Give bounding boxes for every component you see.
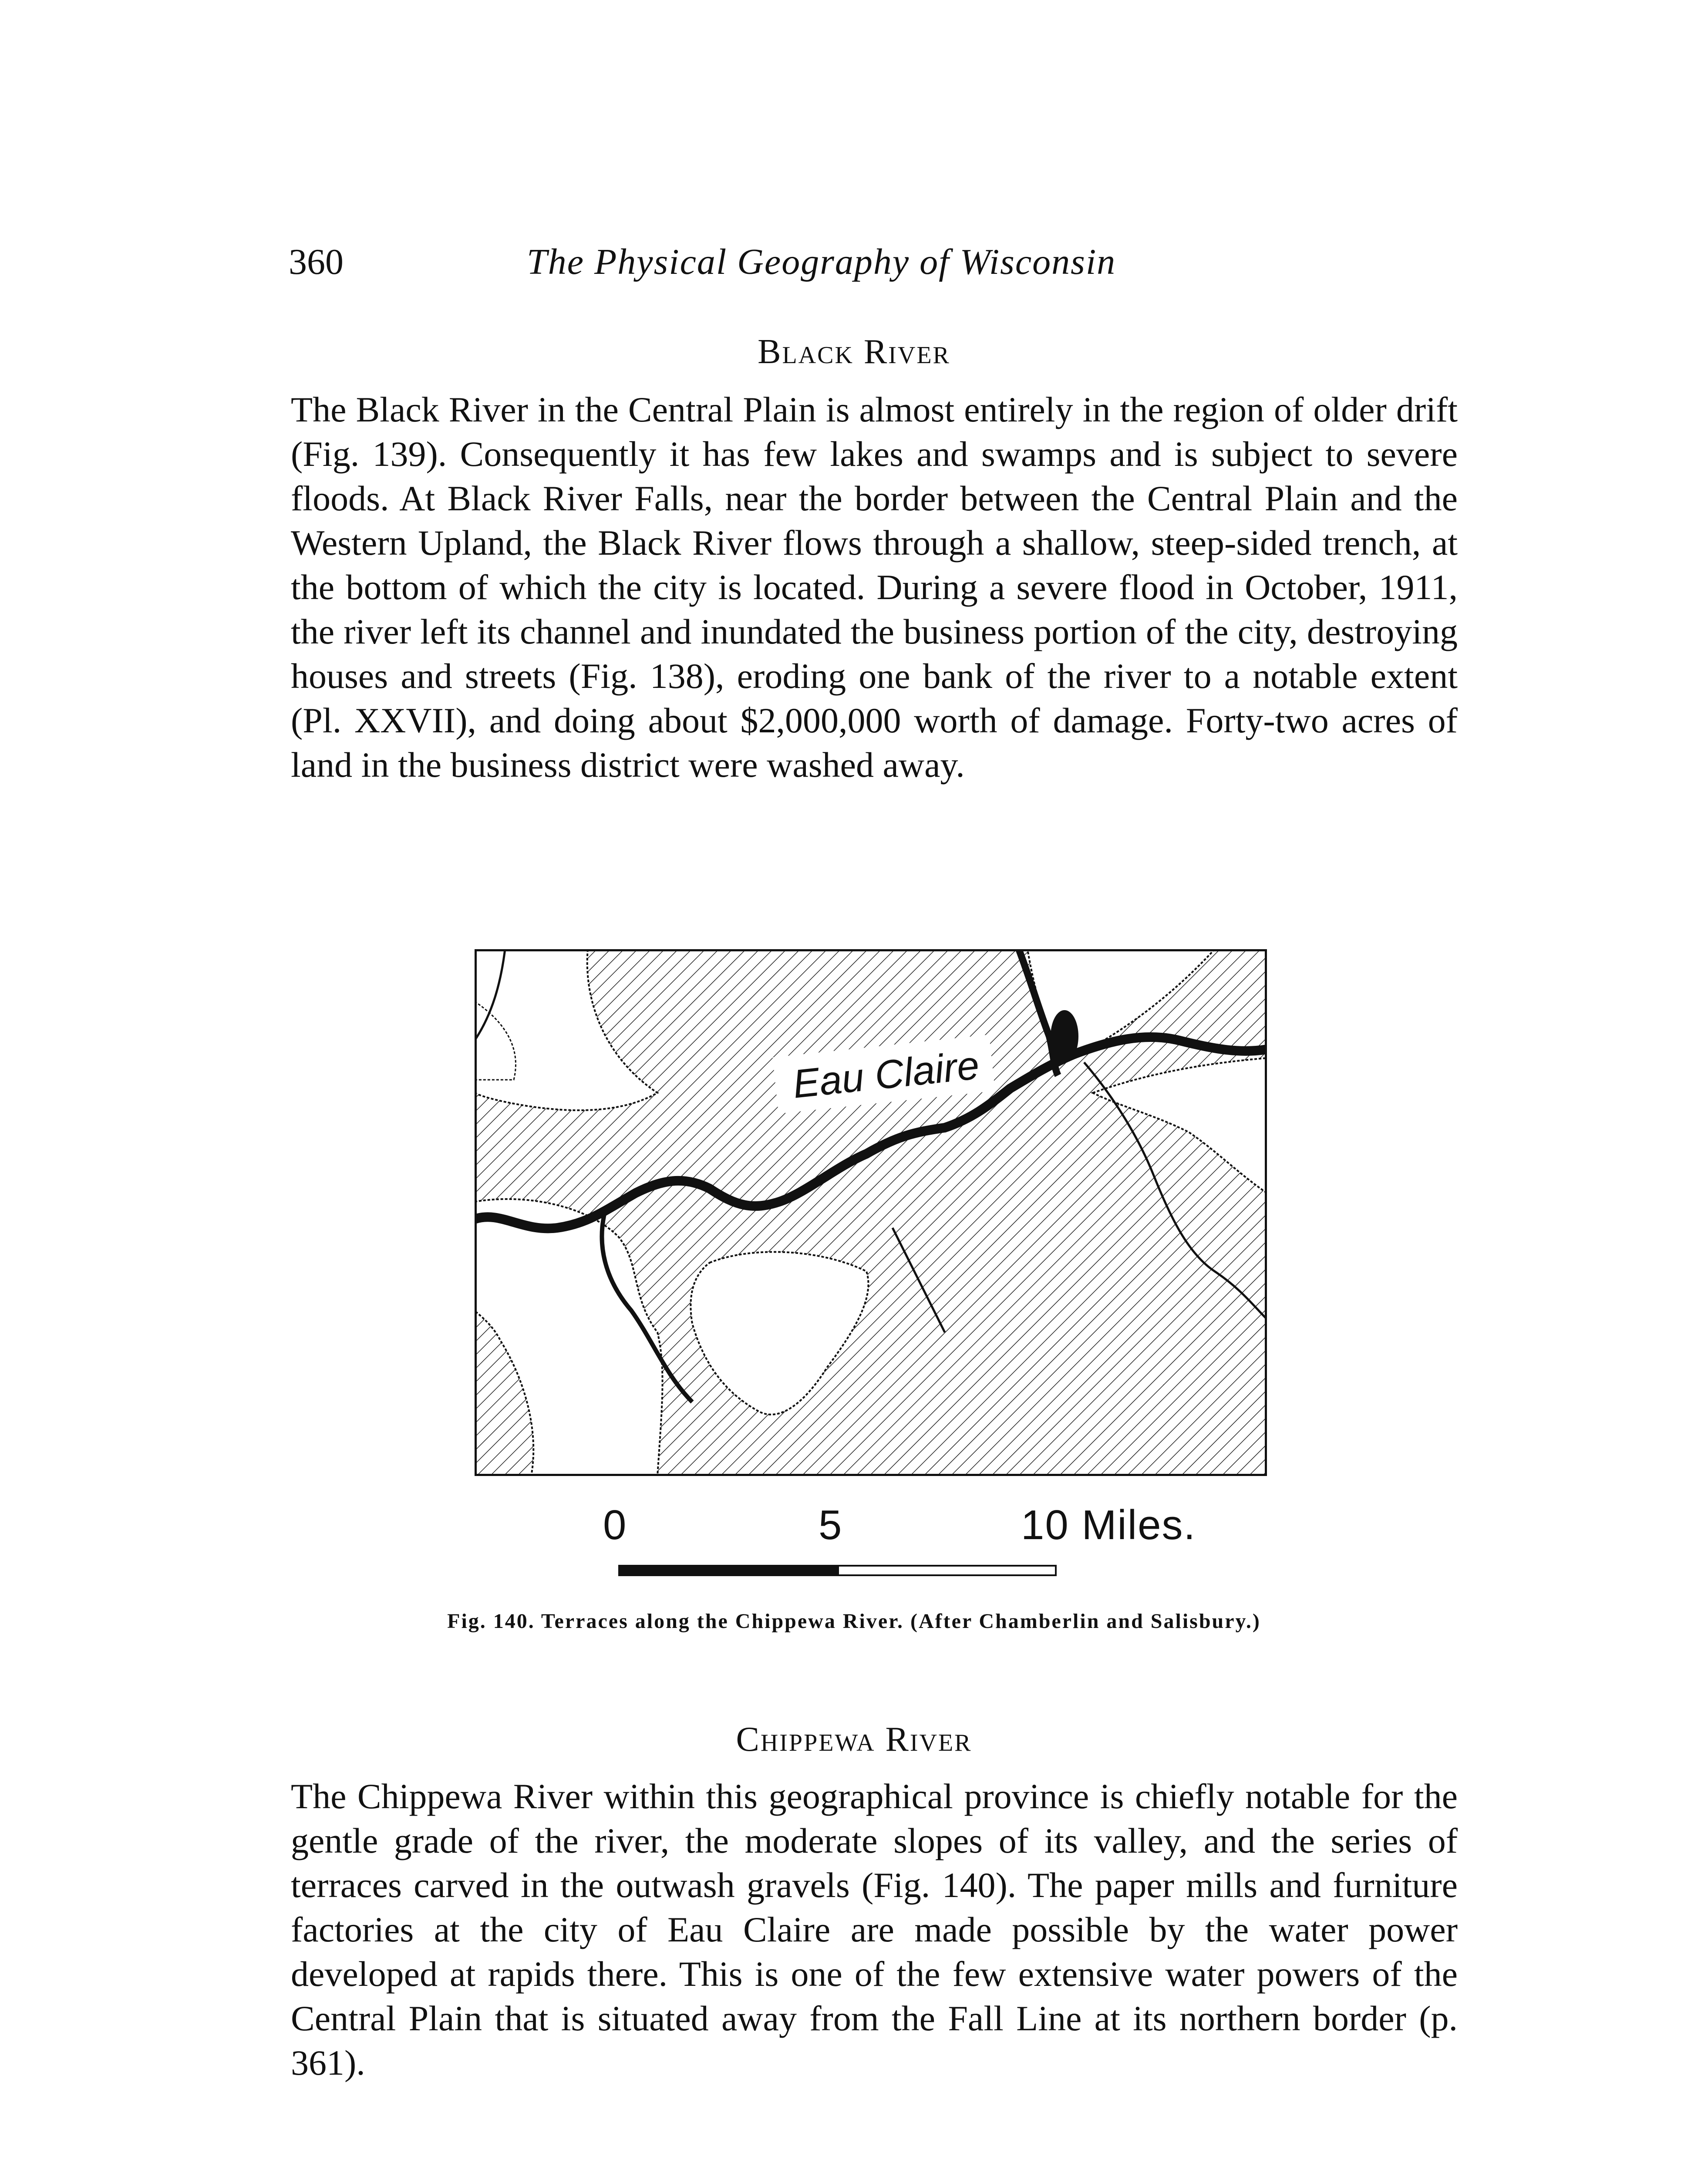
paragraph-black-river: The Black River in the Central Plain is almost entirely in the region of older drift (Fig. 139). Consequently it has few lakes and swamps and is subject to severe floods. At Black River Falls, near the border between the Central Plain and the Western Upland, the Black River flows through a shallow, steep-sided trench, at the bottom of which the city is located. During a severe flood in October, 1911, the river left its channel and inundated the business portion of the city, destroying houses and streets (Fig. 138), eroding one bank of the river to a notable extent (Pl. XXVII), and doing about $2,000,000 worth of damage. Forty-two acres of land in the business district were washed away. — [291, 390, 1458, 785]
figure-map — [475, 949, 1267, 1476]
terrace-map — [475, 949, 1267, 1476]
lake-eau-claire — [1051, 1010, 1078, 1062]
running-title: The Physical Geography of Wisconsin — [527, 242, 1116, 282]
scale-bar-filled — [618, 1565, 838, 1576]
figure-caption: Fig. 140. Terraces along the Chippewa River. (After Chamberlin and Salisbury.) — [447, 1610, 1261, 1633]
scale-label-10: 10 Miles. — [1021, 1502, 1196, 1548]
map-label-eau-claire: Eau Claire — [791, 1043, 981, 1107]
section-heading-chippewa-river: Chippewa River — [736, 1720, 972, 1759]
scale-label-5: 5 — [819, 1502, 842, 1548]
scale-bar — [618, 1563, 1058, 1578]
page-number: 360 — [289, 242, 344, 282]
paragraph-chippewa-river: The Chippewa River within this geographical province is chiefly notable for the gentle grade of the river, the moderate slopes of its valley, and the series of terraces carved in the outwash gravels (Fig. 140). The paper mills and furniture factories at the city of Eau Claire are made possible by the water power developed at rapids there. This is one of the few extensive water powers of the Central Plain that is situated away from the Fall Line at its northern border (p. 361). — [291, 1776, 1458, 2083]
scale-label-0: 0 — [603, 1502, 627, 1548]
section-heading-black-river: Black River — [758, 333, 950, 371]
scale-bar-open — [838, 1566, 1056, 1575]
